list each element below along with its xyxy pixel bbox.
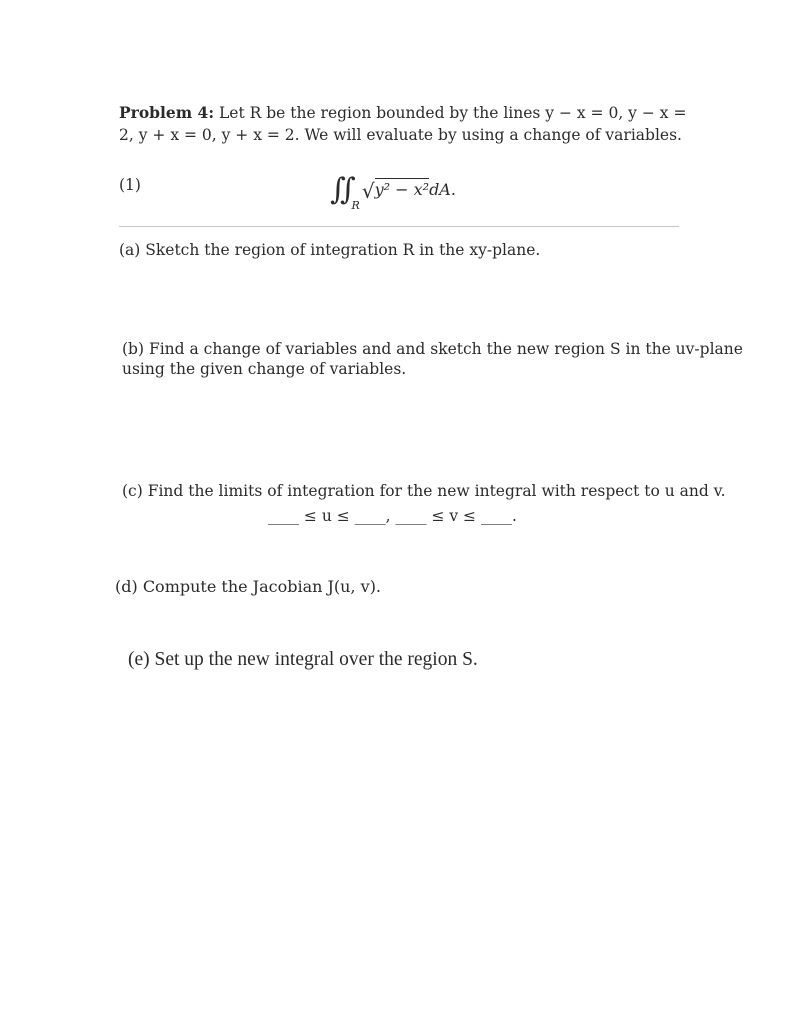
integral-tail: dA. xyxy=(429,180,456,199)
part-c-limits: ____ ≤ u ≤ ____, ____ ≤ v ≤ ____. xyxy=(268,507,517,525)
part-b-line-1: (b) Find a change of variables and and sketch the new region S in the uv-plane xyxy=(122,340,743,358)
problem-text-2: 2, y + x = 0, y + x = 2. We will evaluate by using a change of variables. xyxy=(119,126,682,144)
radicand: y² − x² xyxy=(374,180,430,199)
problem-text-1: Let R be the region bounded by the lines y − x = 0, y − x = xyxy=(219,104,687,122)
section-divider xyxy=(119,226,679,227)
double-integral-sign: ∬ xyxy=(330,172,348,207)
double-integral-formula xyxy=(330,168,456,212)
part-e: (e) Set up the new integral over the region S. xyxy=(128,649,478,670)
part-c-line-1: (c) Find the limits of integration for the new integral with respect to u and v. xyxy=(122,482,726,500)
square-root-sign: √ xyxy=(361,179,375,203)
part-d: (d) Compute the Jacobian J(u, v). xyxy=(115,577,382,596)
region-subscript: R xyxy=(351,199,360,212)
equation-label: (1) xyxy=(119,176,141,194)
part-b-line-2: using the given change of variables. xyxy=(122,360,407,378)
problem-heading: Problem 4: xyxy=(119,103,215,122)
part-a: (a) Sketch the region of integration R in the xy-plane. xyxy=(119,241,541,259)
problem-statement-line-1 xyxy=(119,104,686,123)
